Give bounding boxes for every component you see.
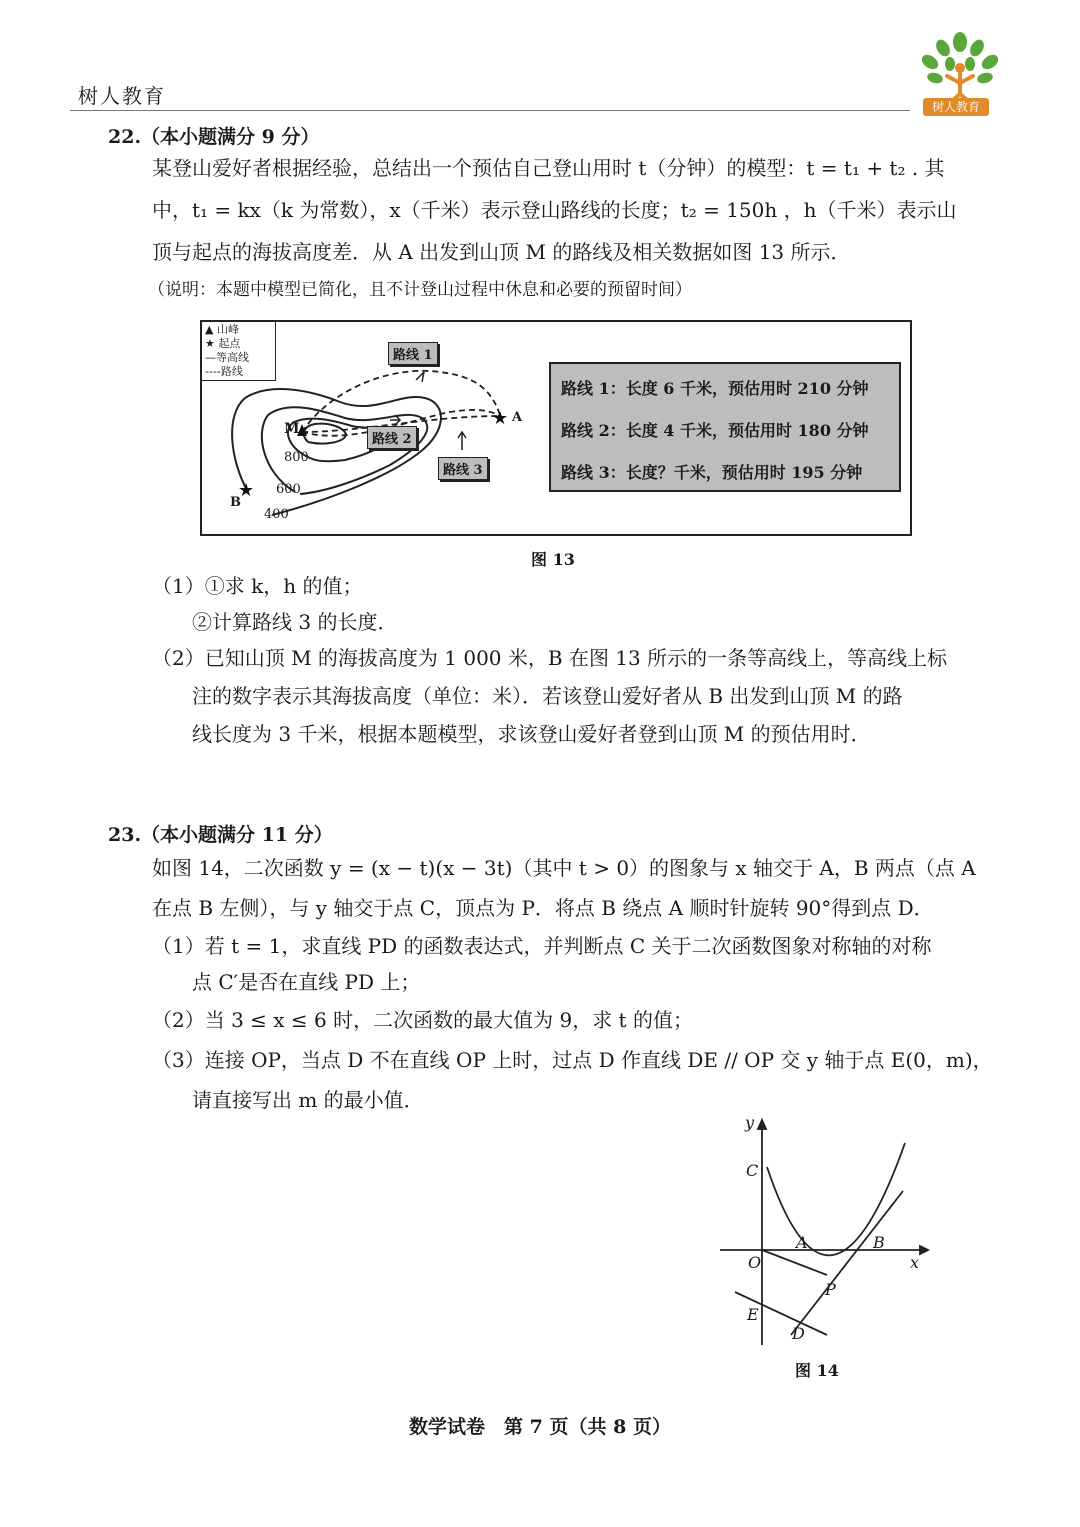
route-3-label: 路线 3	[438, 457, 488, 480]
line-op	[762, 1250, 827, 1275]
point-b-label: B	[230, 495, 241, 510]
fig14-label-d: D	[792, 1324, 805, 1343]
fig14-label-y: y	[745, 1113, 755, 1132]
star-a-icon: ★	[492, 408, 509, 429]
peak-symbol-icon: ▲	[205, 323, 214, 336]
fig14-label-o: O	[748, 1253, 762, 1272]
contour-label-400: 400	[264, 507, 289, 522]
legend-item-peak: ▲ 山峰	[205, 323, 239, 336]
route-info-1: 路线 1：长度 6 千米，预估用时 210 分钟	[561, 379, 869, 398]
q23-heading: 23.（本小题满分 11 分）	[108, 824, 333, 846]
legend-item-start: ★ 起点	[205, 337, 241, 350]
y-axis-arrow-icon	[758, 1120, 766, 1129]
star-symbol-icon: ★	[205, 337, 215, 350]
q22-sub1a: （1）①求 k，h 的值；	[152, 574, 363, 598]
point-a-label: A	[512, 410, 523, 425]
point-m-label: M	[284, 421, 300, 437]
fig14-label-c: C	[746, 1161, 759, 1180]
contour-inner	[304, 424, 346, 444]
route-2-label: 路线 2	[367, 426, 417, 449]
fig14-label-e: E	[747, 1305, 759, 1324]
contour-line-icon: —	[205, 351, 216, 364]
x-axis-arrow-icon	[920, 1246, 928, 1254]
fig14-label-x: x	[910, 1253, 920, 1272]
q22-sub1b: ②计算路线 3 的长度．	[192, 610, 398, 634]
q23-paragraph-line2: 在点 B 左侧），与 y 轴交于点 C，顶点为 P．将点 B 绕点 A 顺时针旋转 90°得到点 D．	[152, 896, 934, 920]
legend-item-contour: —等高线	[205, 351, 249, 364]
contour-label-600: 600	[276, 482, 301, 497]
q22-paragraph-line2: 中，t₁ = kx（k 为常数），x（千米）表示登山路线的长度；t₂ = 150h ，h（千米）表示山	[152, 198, 957, 222]
q23-sub1b: 点 C′是否在直线 PD 上；	[192, 970, 421, 994]
header-divider	[70, 110, 910, 111]
q22-heading: 22.（本小题满分 9 分）	[108, 126, 320, 148]
contour-label-800: 800	[284, 450, 309, 465]
route-1-label: 路线 1	[388, 342, 438, 365]
route-info-box	[549, 362, 901, 492]
q22-sub2a: （2）已知山顶 M 的海拔高度为 1 000 米，B 在图 13 所示的一条等高线上，等高线上标	[152, 646, 948, 670]
figure-13-caption: 图 13	[531, 550, 575, 569]
q22-note: （说明：本题中模型已简化，且不计登山过程中休息和必要的预留时间）	[148, 280, 692, 300]
q22-sub2c: 线长度为 3 千米，根据本题模型，求该登山爱好者登到山顶 M 的预估用时．	[192, 722, 871, 746]
q23-sub3a: （3）连接 OP，当点 D 不在直线 OP 上时，过点 D 作直线 DE // OP 交 y 轴于点 E(0，m)，	[152, 1048, 993, 1072]
q23-sub2: （2）当 3 ≤ x ≤ 6 时，二次函数的最大值为 9，求 t 的值；	[152, 1008, 693, 1032]
q22-paragraph-line1: 某登山爱好者根据经验，总结出一个预估自己登山用时 t（分钟）的模型：t = t₁ + t₂ . 其	[152, 156, 945, 180]
route-info-2: 路线 2：长度 4 千米，预估用时 180 分钟	[561, 421, 869, 440]
q23-sub3b: 请直接写出 m 的最小值．	[192, 1088, 424, 1112]
fig14-label-a: A	[796, 1233, 808, 1252]
star-b-icon: ★	[238, 480, 255, 501]
q23-paragraph-line1: 如图 14，二次函数 y = (x − t)(x − 3t)（其中 t > 0）的图象与 x 轴交于 A，B 两点（点 A	[152, 856, 976, 880]
q22-sub2b: 注的数字表示其海拔高度（单位：米）．若该登山爱好者从 B 出发到山顶 M 的路	[192, 684, 903, 708]
dashed-line-icon: ----	[205, 365, 221, 378]
route-info-3: 路线 3：长度？千米，预估用时 195 分钟	[561, 463, 863, 482]
logo-text: 树人教育	[923, 98, 989, 116]
q22-paragraph-line3: 顶与起点的海拔高度差．从 A 出发到山顶 M 的路线及相关数据如图 13 所示．	[152, 240, 851, 264]
fig14-label-b: B	[873, 1233, 885, 1252]
route-1-path	[302, 371, 500, 432]
q23-sub1a: （1）若 t = 1，求直线 PD 的函数表达式，并判断点 C 关于二次函数图象对称轴的对称	[152, 934, 932, 958]
legend-item-route: ----路线	[205, 365, 243, 378]
page-footer: 数学试卷 第 7 页（共 8 页）	[409, 1416, 671, 1438]
line-pd-b	[791, 1191, 903, 1335]
fig14-label-p: P	[825, 1280, 836, 1299]
header-title: 树人教育	[78, 84, 166, 108]
figure-14-caption: 图 14	[795, 1361, 839, 1380]
